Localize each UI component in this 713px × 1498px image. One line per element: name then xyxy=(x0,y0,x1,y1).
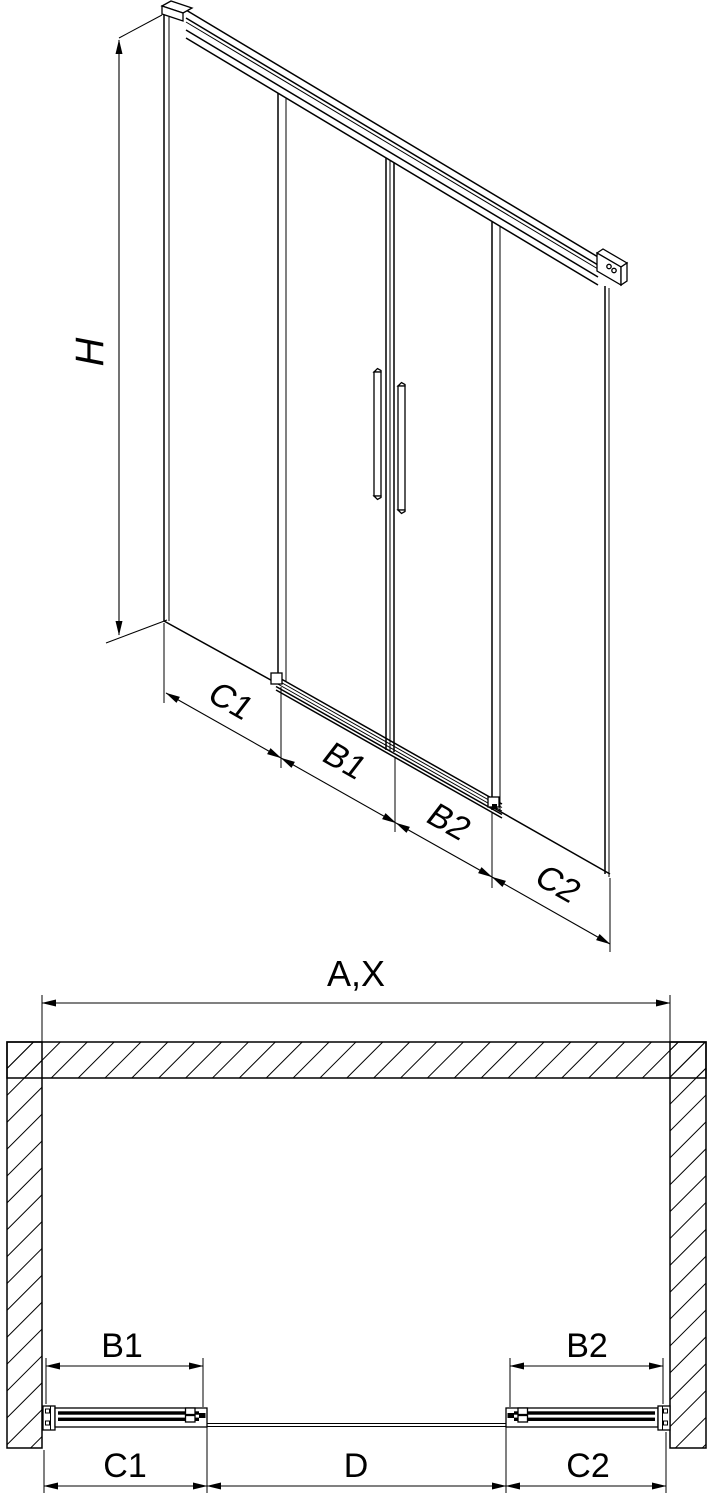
label-iso-c2: C2 xyxy=(527,858,589,911)
glass-section xyxy=(514,1418,655,1421)
dim-b1 xyxy=(46,1327,203,1407)
roller-block xyxy=(518,1416,528,1423)
left-end-cap xyxy=(162,1,192,21)
label-plan-d: D xyxy=(343,1447,369,1485)
glass-panel-1 xyxy=(164,15,278,684)
glass-section xyxy=(58,1418,199,1421)
rail-profile-left xyxy=(55,1408,207,1427)
end-stopper xyxy=(199,1413,206,1418)
label-iso-b2: B2 xyxy=(419,796,479,848)
door-assembly-right xyxy=(506,1406,670,1430)
wall-top xyxy=(7,1042,706,1078)
roller-block xyxy=(186,1416,196,1423)
end-stopper xyxy=(508,1413,515,1418)
dim-iso-c2 xyxy=(492,858,610,952)
top-rail xyxy=(186,10,598,285)
handle-right xyxy=(398,383,405,514)
dim-b2 xyxy=(510,1327,663,1407)
label-plan-c2: C2 xyxy=(566,1447,610,1485)
roller-block xyxy=(186,1408,196,1415)
dim-h xyxy=(68,15,167,643)
glass-section xyxy=(514,1411,655,1414)
label-plan-c1: C1 xyxy=(103,1447,147,1485)
glass-section xyxy=(58,1411,199,1414)
label-plan-b1: B1 xyxy=(101,1327,143,1365)
rail-profile-right xyxy=(506,1408,658,1427)
label-ax: A,X xyxy=(326,953,386,994)
label-plan-b2: B2 xyxy=(566,1327,608,1365)
right-end-cap xyxy=(597,249,627,285)
track-guide-left xyxy=(271,673,282,684)
wall-right xyxy=(670,1042,706,1448)
handle-left xyxy=(374,369,381,500)
label-iso-c1: C1 xyxy=(200,675,262,728)
isometric-view xyxy=(68,1,627,952)
plan-view xyxy=(7,953,706,1493)
label-iso-b1: B1 xyxy=(315,735,375,787)
glass-panel-4 xyxy=(494,226,610,877)
dim-d xyxy=(207,1409,506,1493)
dim-iso-b1 xyxy=(281,736,396,832)
dim-iso-c1 xyxy=(164,623,281,768)
roller-block xyxy=(518,1408,528,1415)
door-assembly-left xyxy=(43,1406,207,1430)
track-stopper xyxy=(492,804,497,809)
label-h: H xyxy=(68,337,112,367)
dim-c2 xyxy=(506,1432,666,1493)
walls xyxy=(7,1042,706,1448)
glass-panel-3 xyxy=(394,163,492,810)
dim-iso-b2 xyxy=(396,797,492,888)
threshold-strip xyxy=(207,1424,506,1427)
wall-left xyxy=(7,1042,42,1448)
